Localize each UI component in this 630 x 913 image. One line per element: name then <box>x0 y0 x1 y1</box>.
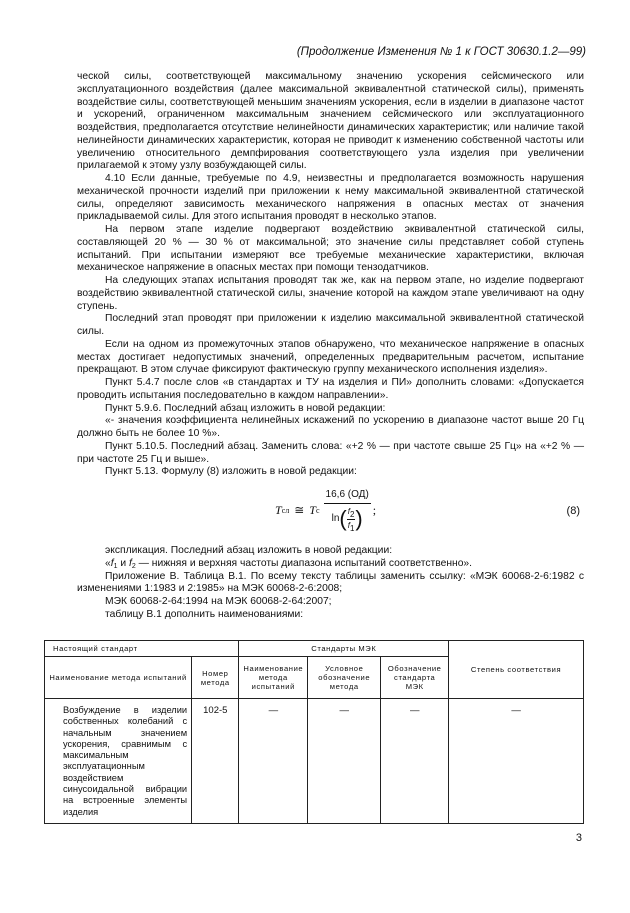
paragraph <box>77 558 584 571</box>
header-degree: Степень соответствия <box>449 641 584 699</box>
paragraph: таблицу В.1 дополнить наименованиями: <box>105 608 304 620</box>
document-body <box>77 71 584 622</box>
paragraph: экспликация. Последний абзац изложить в новой редакции: <box>105 545 393 556</box>
formula: T сл ≅ T с 16,6 (ОД) ln ( $f_2$ $f_1$ ) ; <box>275 489 377 533</box>
paragraph: Пункт 5.9.6. Последний абзац изложить в новой редакции: <box>105 402 386 414</box>
symbol-f1-sub: 1 <box>113 562 118 570</box>
formula-rhs: T <box>309 503 316 518</box>
header-method-number: Номер метода <box>192 657 239 699</box>
equation-number: (8) <box>566 505 580 517</box>
paragraph: Пункт 5.10.5. Последний абзац. Заменить слова: «+2 % — при частоте свыше 25 Гц» на «+2 % — при частоте 25 Гц и выше». <box>77 440 584 465</box>
formula-f1: f <box>347 520 350 530</box>
paragraph: Пункт 5.4.7 после слов «в стандартах и ТУ на изделия и ПИ» дополнить словами: «Допускается проводить испытания последовательно в каждом направлении». <box>77 377 584 401</box>
header-current-standard: Настоящий стандарт <box>45 641 239 657</box>
explication-text: — нижняя и верхняя частоты диапазона испытаний соответственно». <box>135 557 473 569</box>
header-method-name: Наименование метода испытаний <box>45 657 192 699</box>
cell-degree: — <box>449 699 584 824</box>
formula-denominator <box>332 504 363 533</box>
cell-method-number: 102-5 <box>192 699 239 824</box>
formula-f1-sub: 1 <box>349 523 355 533</box>
page-header: (Продолжение Изменения № 1 к ГОСТ 30630.1.2—99) <box>296 46 586 58</box>
symbol-f2: f <box>129 557 132 569</box>
formula-fraction <box>324 489 371 532</box>
formula-approx: ≅ <box>294 503 305 518</box>
paragraph: ческой силы, соответствующей максимальному значению ускорения сейсмического или эксплуатационного воздействия (далее максимальной эквивалентной статической силы), применять воздействие силы, соответствующей меньшим значениям ускорения, если в изделии в диапазоне частот и ускорений, ограниченном максимальным значением сейсмического или эксплуатационного воздействия, предполагается отсутствие нелинейности динамических характеристик; или наличие такой нелинейности динамических характеристик, которая не приводит к изменению собственной частоты или увеличению относительного демпфирования соответствующего узла изделия при увеличении прилагаемой к этому узлу возбуждающей силы. <box>77 71 584 172</box>
conjunction: и <box>117 557 129 569</box>
header-iec-standards: Стандарты МЭК <box>239 641 449 657</box>
formula-f2: f <box>347 506 350 516</box>
table-header-row <box>45 641 584 657</box>
table-row <box>45 699 584 824</box>
paragraph: Пункт 5.13. Формулу (8) изложить в новой редакции: <box>105 466 357 478</box>
formula-ln: ln <box>331 512 340 524</box>
formula-paren-close: ) <box>355 506 363 531</box>
paragraph: МЭК 60068-2-64:1994 на МЭК 60068-2-64:2007; <box>105 596 332 607</box>
formula-semicolon: ; <box>372 503 377 518</box>
formula-f2-sub: 2 <box>349 509 355 519</box>
paragraph: «- значения коэффициента нелинейных искажений по ускорению в диапазоне частот выше 20 Гц должно быть не более 10 %». <box>77 415 584 439</box>
page-number: 3 <box>575 832 582 844</box>
formula-lhs: T <box>275 503 282 518</box>
paragraph: Последний этап проводят при приложении к изделию максимальной эквивалентной статической силы. <box>77 313 584 337</box>
paragraph: Приложение В. Таблица В.1. По всему тексту таблицы заменить ссылку: «МЭК 60068-2-6:1982 с изменениями 1:1983 и 2:1985» на МЭК 60068-2-6:2008; <box>77 570 584 595</box>
symbol-f1: f <box>110 557 114 569</box>
header-iec-standard: Обозначение стандарта МЭК <box>381 657 449 699</box>
paragraph: На следующих этапах испытания проводят так же, как на первом этапе, но изделие подвергают воздействию эквивалентной статической силы, значение которой на каждом этапе увеличивают на одну ступень. <box>77 275 584 312</box>
formula-numerator: 16,6 (ОД) <box>324 489 371 504</box>
header-iec-method-name: Наименование метода испытаний <box>239 657 308 699</box>
formula-block <box>77 487 584 539</box>
cell-method-name: Возбуждение в изделии собственных колебаний с начальным значением ускорения, сравнимым с максимальным эксплуатационным воздействием синусоидальной вибрации на встроенные элементы изделия <box>45 699 192 824</box>
cell-iec-standard: — <box>381 699 449 824</box>
quote-mark: « <box>105 557 111 569</box>
cell-iec-method-symbol: — <box>308 699 381 824</box>
formula-freq-ratio <box>347 506 356 533</box>
table-b1-addition <box>44 640 584 824</box>
header-iec-method-symbol: Условное обозначение метода <box>308 657 381 699</box>
paragraph: На первом этапе изделие подвергают воздействию эквивалентной статической силы, составляющей 20 % — 30 % от максимальной; это значение силы представляет собой ступень испытаний. При испытании измеряют все требуемые механические характеристики, включая механическое напряжение в опасных местах при помощи тензодатчиков. <box>77 224 584 274</box>
paragraph: 4.10 Если данные, требуемые по 4.9, неизвестны и предполагается возможность нарушения механической прочности изделий при приложении к нему максимальной эквивалентной статической силы, определяют зависимость механического напряжения в опасных местах от значения прикладываемой силы. Для этого испытания проводят в несколько этапов. <box>77 173 584 223</box>
cell-iec-method-name: — <box>239 699 308 824</box>
symbol-f2-sub: 2 <box>131 562 136 570</box>
paragraph: Если на одном из промежуточных этапов обнаружено, что механическое напряжение в опасных местах достигает недопустимых значений, определенных предварительным расчетом, испытание прекращают. В этом случае фиксируют фактическую группу механического исполнения изделия». <box>77 338 584 376</box>
formula-paren-open: ( <box>339 506 347 531</box>
